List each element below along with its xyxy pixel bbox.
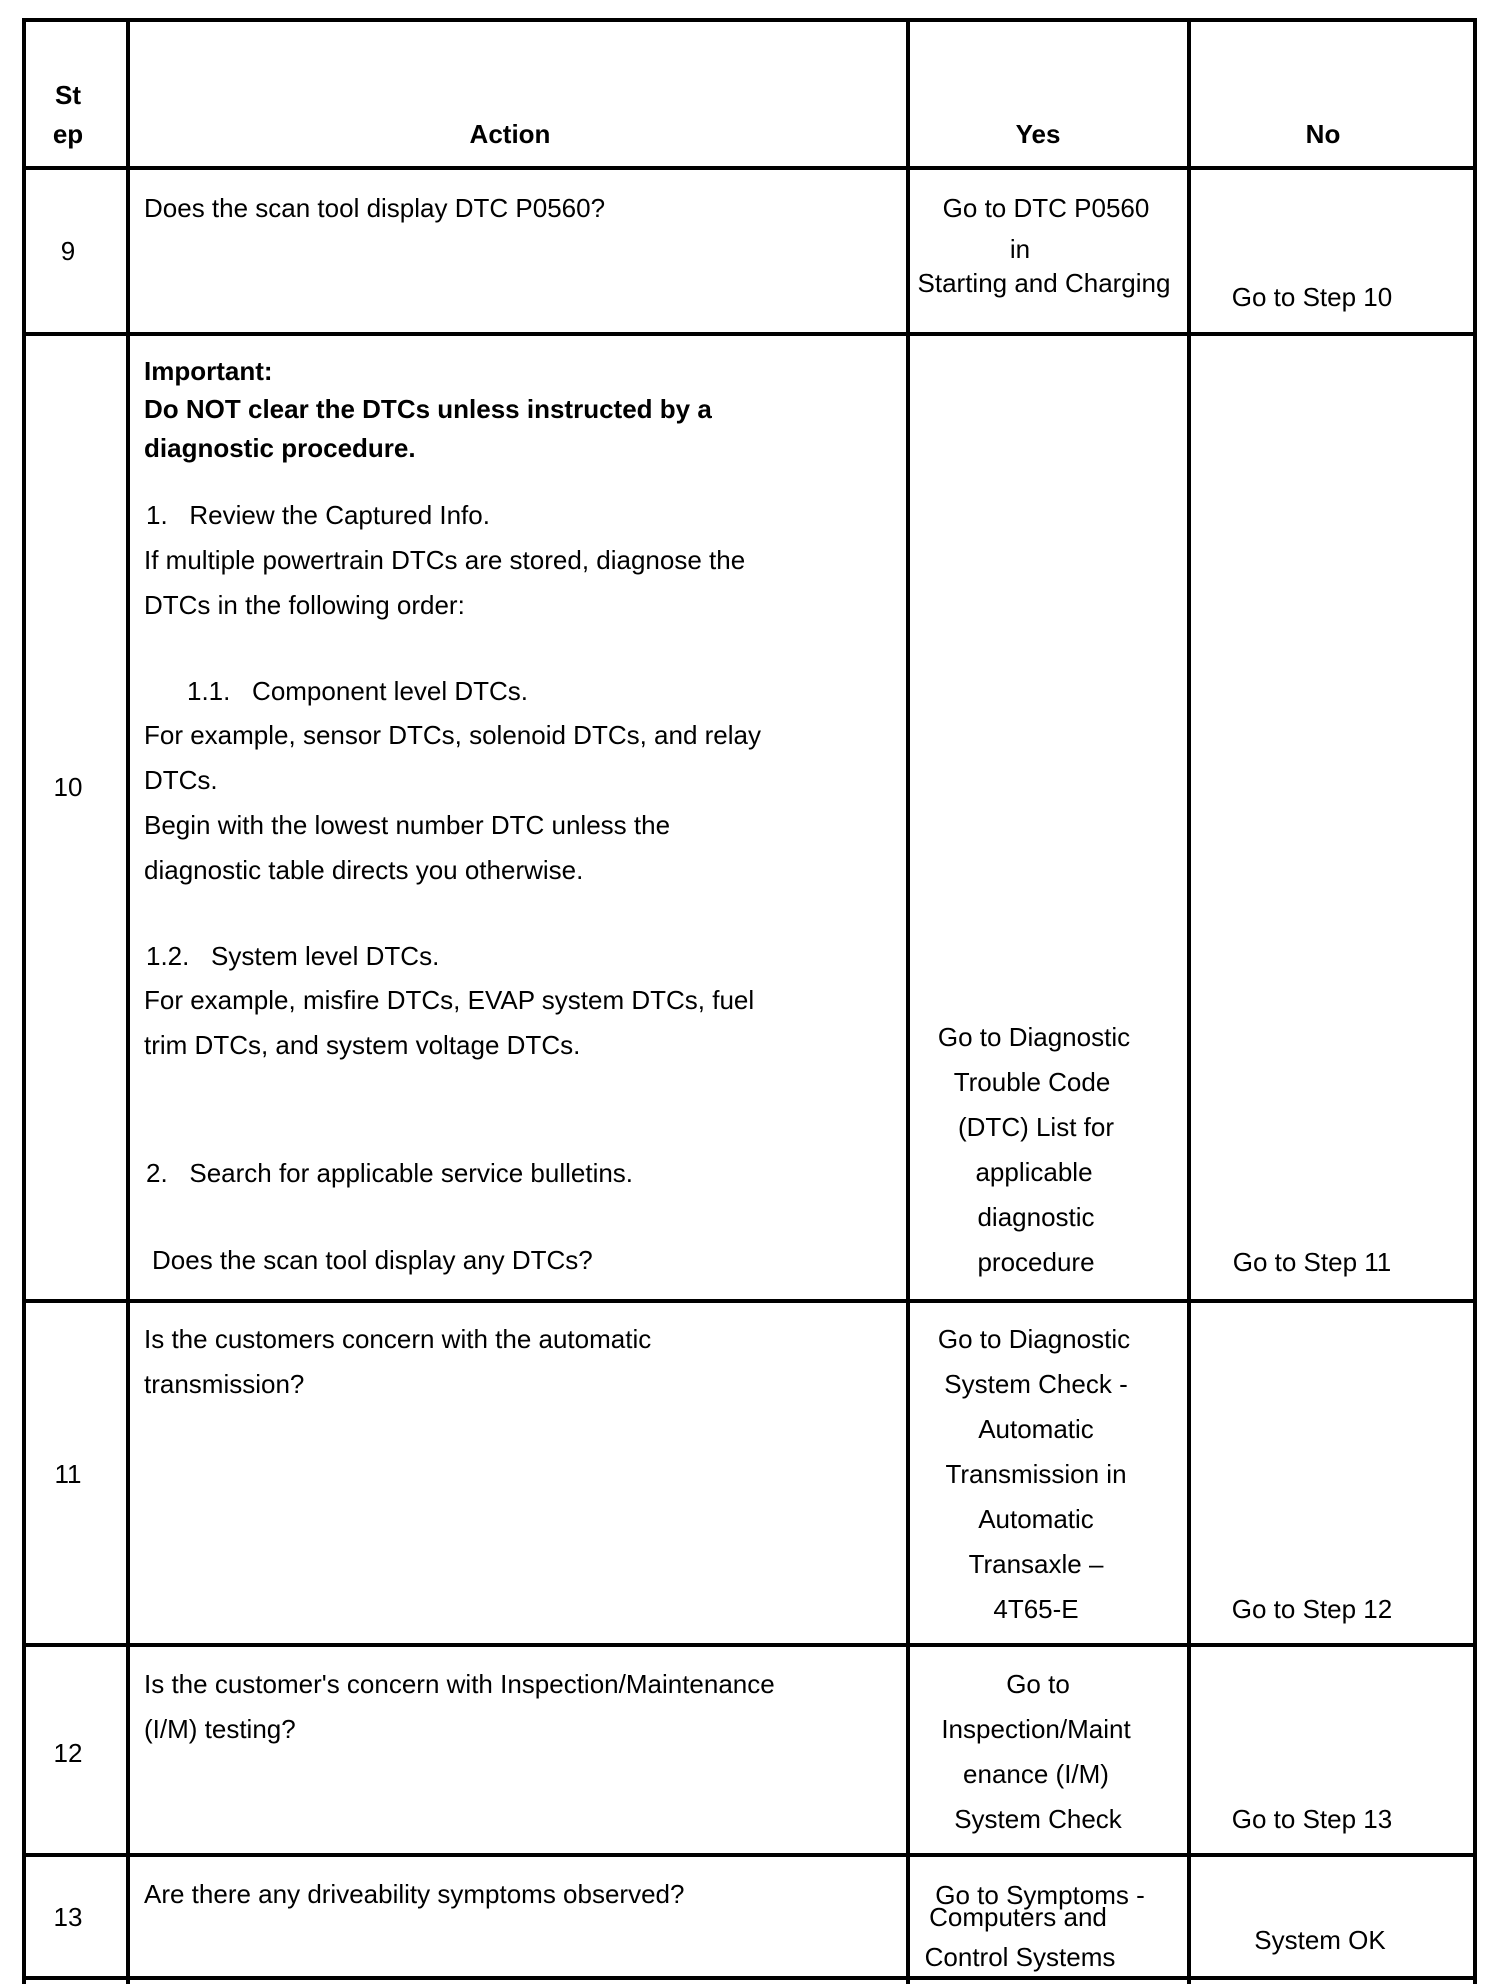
yes-result-line: System Check (954, 1804, 1122, 1834)
action-text: 1.2. System level DTCs. (146, 941, 440, 971)
yes-result-line: Inspection/Maint (941, 1714, 1131, 1744)
header-no: No (1305, 119, 1341, 149)
yes-result-line: Transmission in (945, 1459, 1127, 1489)
header-step-line1: St (55, 80, 81, 110)
action-text: For example, misfire DTCs, EVAP system DTCs, fuel (144, 985, 755, 1015)
action-text: Begin with the lowest number DTC unless the (144, 810, 671, 840)
header-step-line2: ep (52, 119, 84, 149)
yes-result-line: procedure (977, 1247, 1095, 1277)
yes-result-line: Go to DTC P0560 (942, 193, 1150, 223)
yes-result-line: applicable (975, 1157, 1093, 1187)
step-number: 12 (53, 1738, 83, 1768)
yes-result-line: Trouble Code (953, 1067, 1111, 1097)
action-text: DTCs. (144, 765, 218, 795)
row-divider-12 (22, 1853, 1477, 1857)
important-note: Do NOT clear the DTCs unless instructed by a (144, 394, 712, 424)
step-number: 13 (53, 1902, 83, 1932)
row-divider-10 (22, 1299, 1477, 1303)
action-text: If multiple powertrain DTCs are stored, diagnose the (144, 545, 746, 575)
action-text: DTCs in the following order: (144, 590, 465, 620)
step-number: 11 (54, 1459, 82, 1489)
yes-result-line: Starting and Charging (917, 268, 1171, 298)
row-divider-11 (22, 1643, 1477, 1647)
action-text: 1.1. Component level DTCs. (187, 676, 529, 706)
step-number: 9 (60, 236, 76, 266)
yes-result-line: System Check - (944, 1369, 1128, 1399)
step-number: 10 (53, 772, 83, 802)
action-text: 1. Review the Captured Info. (146, 500, 490, 530)
yes-result-line: Transaxle – (968, 1549, 1104, 1579)
no-result: Go to Step 13 (1231, 1804, 1393, 1834)
no-result: Go to Step 11 (1232, 1247, 1392, 1277)
action-text: diagnostic table directs you otherwise. (144, 855, 584, 885)
yes-result-line: Computers and (929, 1902, 1107, 1932)
header-action: Action (469, 119, 551, 149)
table-border-right (1473, 18, 1477, 1984)
no-result: Go to Step 10 (1231, 282, 1393, 312)
yes-result-line: (DTC) List for (958, 1112, 1114, 1142)
table-border-bottom (22, 1976, 1477, 1980)
yes-result-line: in (1009, 234, 1031, 264)
important-note: diagnostic procedure. (144, 433, 416, 463)
yes-result-line: Go to Diagnostic (937, 1022, 1131, 1052)
action-text: Are there any driveability symptoms observed? (144, 1879, 685, 1909)
important-label: Important: (144, 356, 273, 386)
action-question: Does the scan tool display any DTCs? (152, 1245, 593, 1275)
table-border-left (22, 18, 26, 1984)
yes-result-line: Control Systems (924, 1942, 1116, 1972)
yes-result-line: enance (I/M) (963, 1759, 1109, 1789)
action-text: Does the scan tool display DTC P0560? (144, 193, 606, 223)
action-text: Is the customer's concern with Inspection/Maintenance (144, 1669, 775, 1699)
action-text: 2. Search for applicable service bulletins. (146, 1158, 634, 1188)
action-text: Is the customers concern with the automatic (144, 1324, 652, 1354)
column-divider-step (126, 18, 130, 1984)
row-divider-9 (22, 332, 1477, 336)
column-divider-action (906, 18, 910, 1984)
column-divider-yes (1187, 18, 1191, 1984)
yes-result-line: Automatic (978, 1414, 1094, 1444)
row-divider-header (22, 166, 1477, 170)
no-result: System OK (1254, 1925, 1386, 1955)
yes-result-line: Go to Symptoms - (935, 1880, 1145, 1910)
header-yes: Yes (1015, 119, 1061, 149)
yes-result-line: Automatic (978, 1504, 1094, 1534)
yes-result-line: Go to Diagnostic (937, 1324, 1131, 1354)
yes-result-line: Go to (1006, 1669, 1070, 1699)
action-text: trim DTCs, and system voltage DTCs. (144, 1030, 581, 1060)
action-text: transmission? (144, 1369, 305, 1399)
no-result: Go to Step 12 (1231, 1594, 1393, 1624)
action-text: (I/M) testing? (144, 1714, 296, 1744)
yes-result-line: 4T65-E (993, 1594, 1079, 1624)
table-border-top (22, 18, 1477, 22)
action-text: For example, sensor DTCs, solenoid DTCs, and relay (144, 720, 762, 750)
yes-result-line: diagnostic (977, 1202, 1095, 1232)
